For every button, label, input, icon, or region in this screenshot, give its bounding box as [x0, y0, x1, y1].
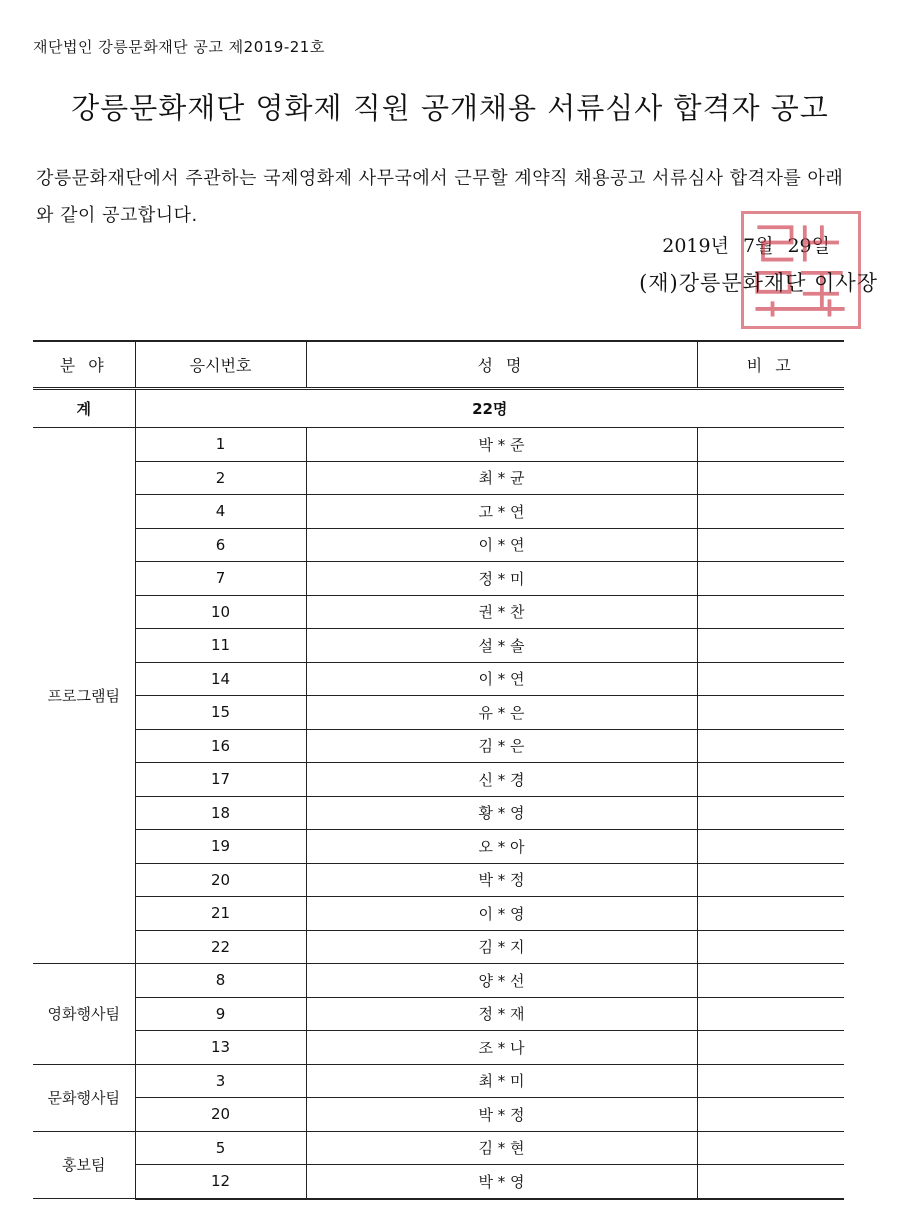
- table-row: [33, 997, 844, 1031]
- table-row: [33, 528, 844, 562]
- table-row: [33, 1165, 844, 1199]
- announcement-date: 2019년 7월 29일: [662, 235, 830, 257]
- note-cell: [697, 629, 844, 663]
- note-cell: [697, 1064, 844, 1098]
- note-cell: [697, 930, 844, 964]
- note-cell: [697, 1131, 844, 1165]
- table-row: [33, 897, 844, 931]
- table-row: [33, 562, 844, 596]
- note-cell: [697, 1031, 844, 1065]
- applicant-number-cell: 16: [135, 729, 306, 763]
- applicant-number-cell: 6: [135, 528, 306, 562]
- header-number: 응시번호: [135, 341, 306, 389]
- applicant-number-cell: 1: [135, 428, 306, 462]
- applicant-number-cell: 14: [135, 662, 306, 696]
- applicant-number-cell: 19: [135, 830, 306, 864]
- applicant-number-cell: 22: [135, 930, 306, 964]
- applicant-name-cell: 최 * 미: [306, 1064, 697, 1098]
- applicant-name-cell: 양 * 선: [306, 964, 697, 998]
- note-cell: [697, 461, 844, 495]
- applicant-number-cell: 20: [135, 863, 306, 897]
- applicant-name-cell: 조 * 나: [306, 1031, 697, 1065]
- note-cell: [697, 763, 844, 797]
- issuer-name: (재)강릉문화재단 이사장: [639, 271, 878, 295]
- applicant-number-cell: 2: [135, 461, 306, 495]
- table-row: [33, 629, 844, 663]
- applicant-number-cell: 4: [135, 495, 306, 529]
- applicant-name-cell: 김 * 현: [306, 1131, 697, 1165]
- applicant-number-cell: 13: [135, 1031, 306, 1065]
- applicant-number-cell: 20: [135, 1098, 306, 1132]
- applicant-name-cell: 김 * 지: [306, 930, 697, 964]
- applicant-number-cell: 7: [135, 562, 306, 596]
- applicant-name-cell: 김 * 은: [306, 729, 697, 763]
- note-cell: [697, 562, 844, 596]
- table-row: [33, 830, 844, 864]
- team-cell: 홍보팀: [33, 1131, 135, 1199]
- applicant-number-cell: 15: [135, 696, 306, 730]
- document-title: 강릉문화재단 영화제 직원 공개채용 서류심사 합격자 공고: [71, 91, 829, 125]
- applicant-name-cell: 최 * 균: [306, 461, 697, 495]
- applicant-name-cell: 유 * 은: [306, 696, 697, 730]
- applicant-number-cell: 8: [135, 964, 306, 998]
- applicant-name-cell: 이 * 영: [306, 897, 697, 931]
- applicant-number-cell: 5: [135, 1131, 306, 1165]
- note-cell: [697, 528, 844, 562]
- table-row: [33, 1031, 844, 1065]
- table-row: [33, 461, 844, 495]
- header-note: 비 고: [697, 341, 844, 389]
- applicant-number-cell: 11: [135, 629, 306, 663]
- total-row: [33, 389, 844, 428]
- note-cell: [697, 1098, 844, 1132]
- applicant-name-cell: 이 * 연: [306, 528, 697, 562]
- note-cell: [697, 863, 844, 897]
- applicant-name-cell: 권 * 찬: [306, 595, 697, 629]
- table-row: [33, 1098, 844, 1132]
- intro-paragraph: 강릉문화재단에서 주관하는 국제영화제 사무국에서 근무할 계약직 채용공고 서류심사 합격자를 아래와 같이 공고합니다.: [36, 168, 844, 226]
- header-team: 분 야: [33, 341, 135, 389]
- table-header-row: [33, 341, 844, 389]
- applicant-number-cell: 12: [135, 1165, 306, 1199]
- note-cell: [697, 1165, 844, 1199]
- team-cell: 문화행사팀: [33, 1064, 135, 1131]
- table-row: [33, 662, 844, 696]
- table-row: [33, 729, 844, 763]
- applicant-number-cell: 3: [135, 1064, 306, 1098]
- table-row: [33, 964, 844, 998]
- note-cell: [697, 428, 844, 462]
- table-row: [33, 763, 844, 797]
- applicant-number-cell: 21: [135, 897, 306, 931]
- applicant-name-cell: 박 * 정: [306, 1098, 697, 1132]
- applicant-name-cell: 박 * 준: [306, 428, 697, 462]
- table-row: [33, 495, 844, 529]
- applicant-name-cell: 황 * 영: [306, 796, 697, 830]
- applicant-name-cell: 박 * 정: [306, 863, 697, 897]
- applicant-name-cell: 설 * 솔: [306, 629, 697, 663]
- table-row: [33, 428, 844, 462]
- note-cell: [697, 495, 844, 529]
- applicant-name-cell: 박 * 영: [306, 1165, 697, 1199]
- applicant-name-cell: 정 * 재: [306, 997, 697, 1031]
- applicant-name-cell: 이 * 연: [306, 662, 697, 696]
- team-cell: 프로그램팀: [33, 428, 135, 964]
- applicant-number-cell: 18: [135, 796, 306, 830]
- note-cell: [697, 897, 844, 931]
- note-cell: [697, 662, 844, 696]
- applicant-name-cell: 오 * 아: [306, 830, 697, 864]
- note-cell: [697, 796, 844, 830]
- applicant-number-cell: 9: [135, 997, 306, 1031]
- applicant-name-cell: 고 * 연: [306, 495, 697, 529]
- applicant-number-cell: 17: [135, 763, 306, 797]
- applicant-table: [33, 340, 844, 1200]
- table-row: [33, 796, 844, 830]
- total-label: 계: [33, 389, 135, 428]
- table-row: [33, 1131, 844, 1165]
- document-number: 재단법인 강릉문화재단 공고 제2019-21호: [33, 38, 325, 56]
- table-row: [33, 863, 844, 897]
- applicant-name-cell: 정 * 미: [306, 562, 697, 596]
- table-row: [33, 696, 844, 730]
- applicant-number-cell: 10: [135, 595, 306, 629]
- table-row: [33, 595, 844, 629]
- table-row: [33, 1064, 844, 1098]
- header-name: 성 명: [306, 341, 697, 389]
- note-cell: [697, 997, 844, 1031]
- team-cell: 영화행사팀: [33, 964, 135, 1065]
- total-value: 22명: [135, 389, 844, 428]
- note-cell: [697, 595, 844, 629]
- note-cell: [697, 729, 844, 763]
- note-cell: [697, 830, 844, 864]
- note-cell: [697, 964, 844, 998]
- table-row: [33, 930, 844, 964]
- applicant-name-cell: 신 * 경: [306, 763, 697, 797]
- note-cell: [697, 696, 844, 730]
